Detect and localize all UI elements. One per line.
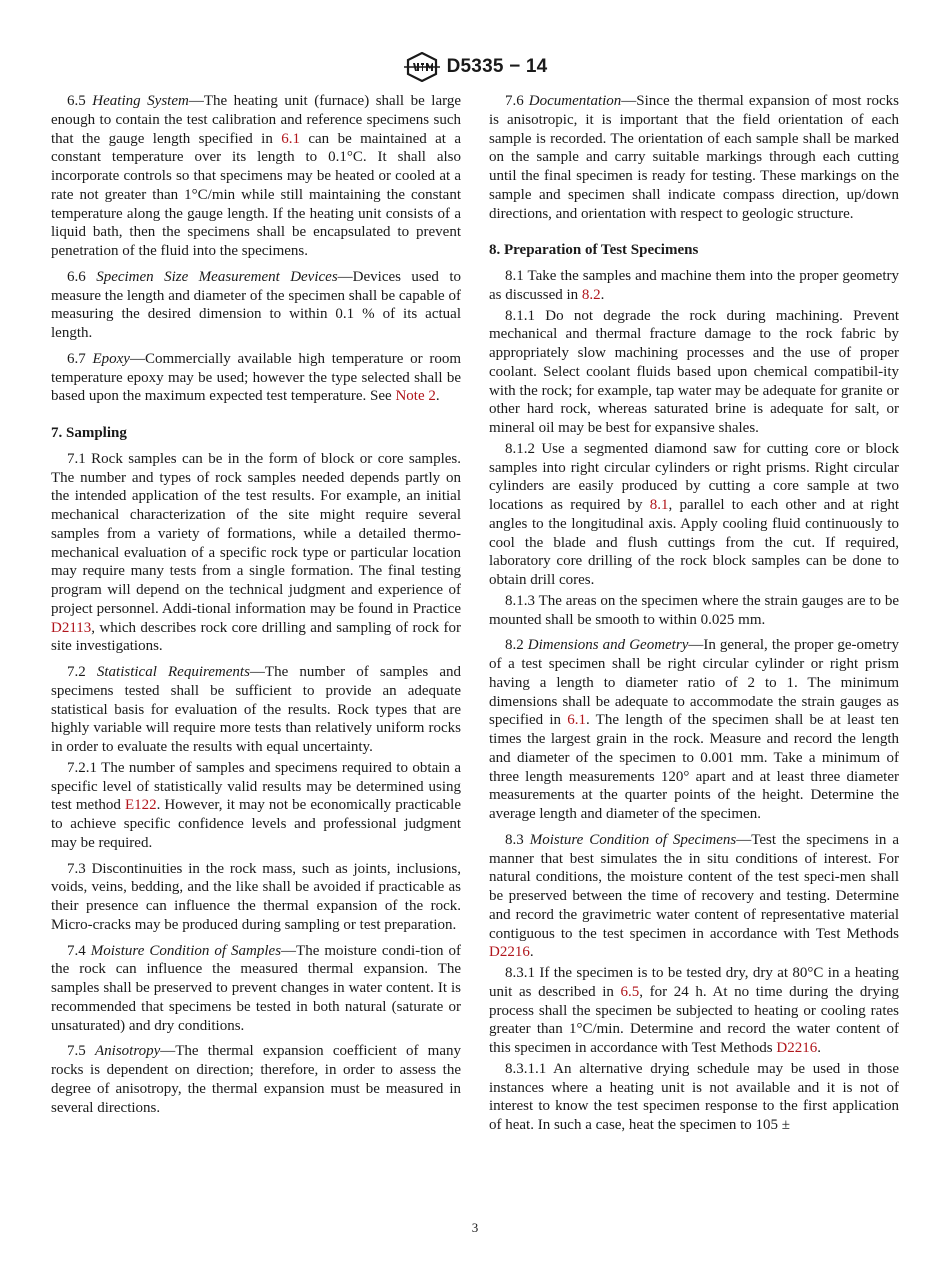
section-6-5: 6.5 Heating System—The heating unit (furnace) shall be large enough to contain the test calibration and reference specimens such that the gauge length specified in 6.1 can be maintained at a constant temperature over its length to 0.1°C. It shall also incorporate controls so that specimens may be heated or cooled at a rate not greater than 1°C/min while still maintaining the constant temperature along the gauge length. If the heating unit consists of a liquid bath, then the specimens shall be encapsulated to prevent penetration of the fluid into the specimens. [51, 93, 461, 259]
heading-7-sampling: 7. Sampling [51, 425, 127, 441]
section-title: Dimensions and Geometry [527, 637, 689, 654]
ref-link-8-2[interactable]: 8.2 [581, 286, 601, 303]
ref-link-note-2[interactable]: Note 2 [395, 388, 436, 405]
section-8-2: 8.2 Dimensions and Geometry—In general, the proper ge-ometry of a test specimen shall be right circular cylinder or right prism having a length to diameter ratio of 2 to 1. The minimum dimensions shall be adequate to accommodate the strain gauges as specified in 6.1. The length of the specimen shall be at least ten times the largest grain in the rock. Measure and record the length and diameter of the specimen to 0.001 mm. Take a minimum of three length measurements 120° apart and at least three diameter measurements at the quarter points of the height. Determine the average length and diameter of the specimen. [489, 637, 900, 822]
right-column [489, 92, 899, 1135]
section-title: Specimen Size Measurement Devices [96, 268, 338, 285]
section-7-2: 7.2 Statistical Requirements—The number of samples and specimens tested shall be sufficient to provide an adequate statistical basis for evaluation of the results. Rock types that are highly variable will require more tests than relatively uniform rocks in order to evaluate the results with equal uncertainty. [51, 664, 462, 755]
ref-link-d2216[interactable]: D2216 [776, 1040, 818, 1056]
ref-link-6-1[interactable]: 6.1 [281, 130, 300, 147]
section-7-5: 7.5 Anisotropy—The thermal expansion coefficient of many rocks is dependent on direction; therefore, in order to assess the degree of anisotropy, the thermal expansion must be measured in several directions. [51, 1043, 461, 1116]
ref-link-d2113[interactable]: D2113 [51, 619, 92, 636]
heading-8-preparation: 8. Preparation of Test Specimens [489, 242, 699, 259]
section-7-4: 7.4 Moisture Condition of Samples—The moisture condi-tion of the rock can influence the measured thermal expansion. The samples shall be preserved to prevent changes in water content. It is recommended that specimens be tested in both natural (saturate or unsaturated) and dry conditions. [51, 942, 461, 1034]
section-title: Documentation [528, 93, 622, 109]
page-number: 3 [471, 1220, 479, 1235]
document-designation: D5335 − 14 [446, 56, 548, 77]
page-header [0, 52, 950, 82]
section-8-1-1: 8.1.1 Do not degrade the rock during machining. Prevent mechanical and thermal fracture damage to the rock fabric by appropriately slow machining processes and the use of proper coolant. Select coolant fluids based upon chemical compatibil-ity with the rock; for example, tap water may be adequate for granite or other hard rock, whereas saturated brine is adequate for salt, or mineral oil may be best for expansive shales. [489, 307, 899, 436]
section-8-1-2: 8.1.2 Use a segmented diamond saw for cutting core or block samples into right circular cylinders or right prisms. Right circular cylinders are easily produced by cutting a core sample at two locations as required by 8.1, parallel to each other and at right angles to the longitudinal axis. Apply cooling fluid continuously to cool the blade and flush cuttings from the cut. If required, laboratory core drilling of the rock block samples can be done to obtain drill cores. [489, 440, 899, 588]
section-title: Anisotropy [94, 1043, 161, 1060]
section-7-6: 7.6 Documentation—Since the thermal expansion of most rocks is anisotropic, it is important that the field orientation of each sample is recorded. The orientation of each sample shall be marked on the sample and carry suitable markings through each cutting until the final specimen is ready for testing. These markings on the sample and specimen shall indicate compass direction, up/down directions, and orientation with respect to geologic structure. [489, 93, 899, 222]
section-8-3-1-1: 8.3.1.1 An alternative drying schedule may be used in those instances where a heating unit is not available and it is not of interest to know the test specimen response to the first application of heat. In such a case, heat the specimen to 105 ± [489, 1060, 899, 1133]
ref-link-6-5[interactable]: 6.5 [620, 983, 640, 1000]
section-title: Statistical Requirements [96, 664, 250, 680]
section-title: Moisture Condition of Samples [90, 942, 282, 959]
section-title: Moisture Condition of Specimens [529, 831, 737, 848]
section-8-1: 8.1 Take the samples and machine them into the proper geometry as discussed in 8.2. [489, 268, 899, 303]
section-8-1-3: 8.1.3 The areas on the specimen where the strain gauges are to be mounted shall be smooth to within 0.025 mm. [489, 592, 899, 628]
section-8-3-1: 8.3.1 If the specimen is to be tested dry, dry at 80°C in a heating unit as described in 6.5, for 24 h. At no time during the drying process shall the specimen be subjected to heating or cooling rates greater than 1°C/min. Determine and record the water content of this specimen in accordance with Test Methods D2216. [489, 965, 899, 1056]
ref-link-6-1[interactable]: 6.1 [567, 712, 586, 729]
ref-link-e122[interactable]: E122 [124, 797, 157, 814]
section-7-2-1: 7.2.1 The number of samples and specimens required to obtain a specific level of statistically valid results may be determined using test method E122. However, it may not be economically practicable to achieve specific confidence levels and professional judgment may be required. [51, 759, 461, 851]
ref-link-d2216[interactable]: D2216 [489, 944, 530, 961]
section-7-1: 7.1 Rock samples can be in the form of block or core samples. The number and types of rock samples needed depends partly on the intended application of the test results. For example, an initial mechanical characterization of the site might require several samples from a variety of formations, while a detailed thermo-mechanical evaluation of a specific rock type or particular location may require many tests from a single formation. The final testing program will depend on the technical judgment and experience of project personnel. Addi-tional information may be found in Practice D2113, which describes rock core drilling and sampling of rock for site investigations. [51, 450, 461, 655]
section-6-6: 6.6 Specimen Size Measurement Devices—Devices used to measure the length and diameter of the specimen shall be capable of measuring the desired dimension to within 0.1 % of its actual length. [51, 268, 461, 341]
section-6-7: 6.7 Epoxy—Commercially available high temperature or room temperature epoxy may be used; however the type selected shall be based upon the maximum expected test temperature. See Note 2. [51, 350, 461, 405]
section-7-3: 7.3 Discontinuities in the rock mass, such as joints, inclusions, voids, veins, bedding, and the like shall be avoided if practicable as their presence can influence the thermal expansion of the rock. Micro-cracks may be produced during sampling or test preparation. [51, 860, 461, 933]
astm-logo-icon [403, 52, 441, 82]
ref-link-8-1[interactable]: 8.1 [649, 497, 669, 513]
section-8-3: 8.3 Moisture Condition of Specimens—Test the specimens in a manner that best simulates the in situ conditions of interest. For natural conditions, the moisture content of the test speci-men shall be preserved between the time of recovery and testing. Determine and record the gravimetric water content of representative material contiguous to the test specimen in accordance with Test Methods D2216. [489, 831, 899, 961]
section-title: Epoxy [92, 350, 130, 367]
section-title: Heating System [92, 93, 189, 109]
left-column [51, 92, 461, 1117]
